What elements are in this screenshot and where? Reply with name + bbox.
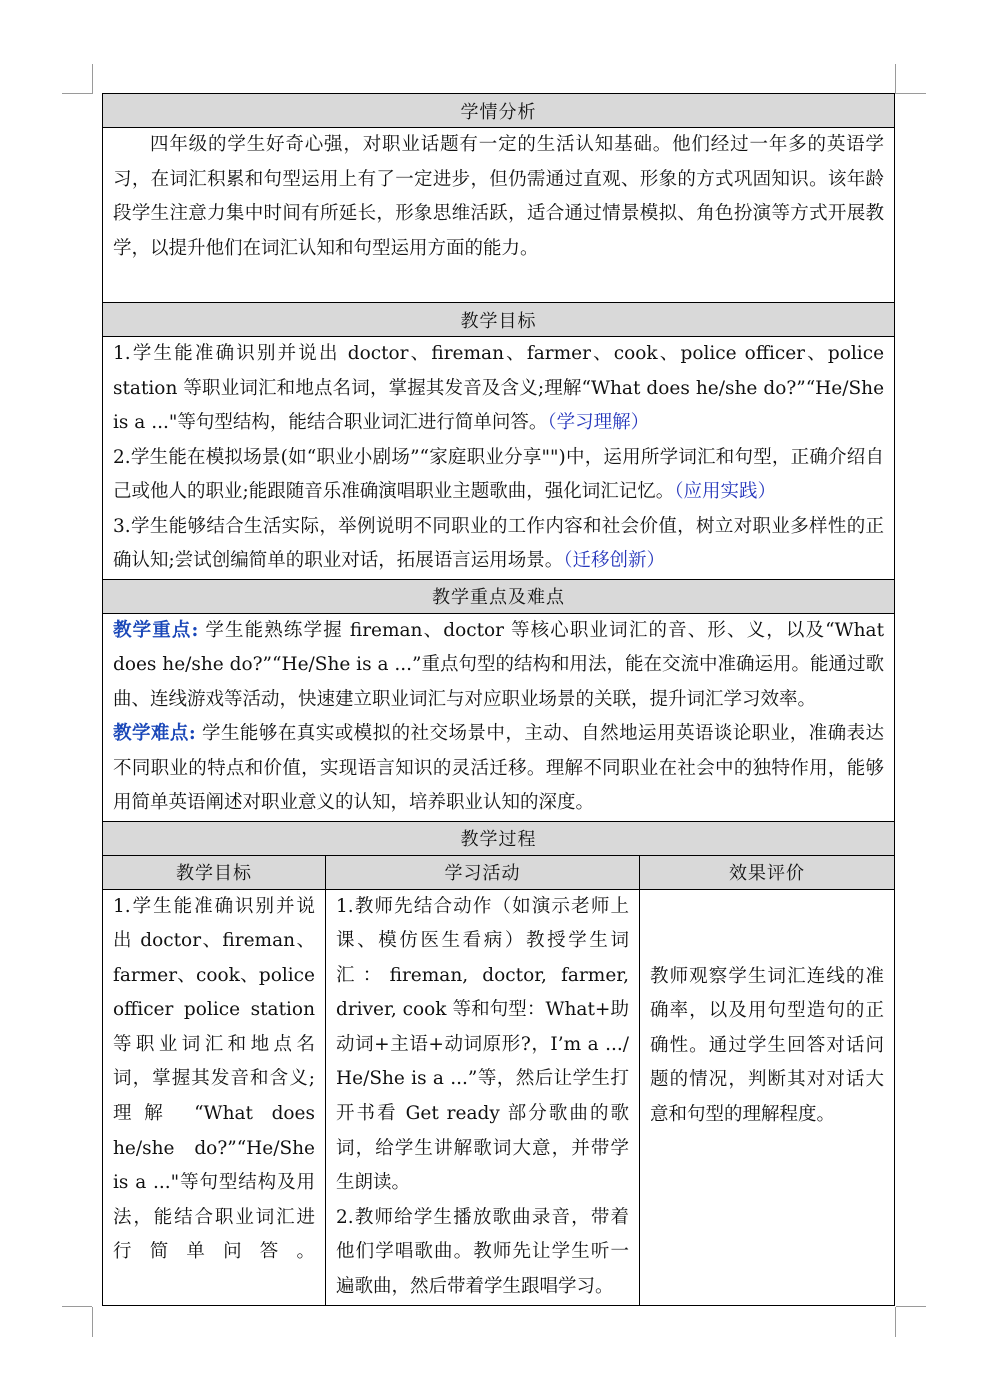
process-column-headers <box>103 855 895 889</box>
process-activity-1: 1.教师先结合动作（如演示老师上课、模仿医生看病）教授学生词汇：fireman, doctor, farmer, driver, cook 等和句型：What+助动词+主语+动词原形?，I’m a .../ He/She is a ...”等，然后让学生打开书看 Get ready 部分歌曲的歌词，给学生讲解歌词大意，并带学生朗读。 <box>336 895 629 1194</box>
crop-mark <box>896 93 926 94</box>
objectives-header: 教学目标 <box>103 303 895 337</box>
analysis-text: 四年级的学生好奇心强，对职业话题有一定的生活认知基础。他们经过一年多的英语学习，在词汇积累和句型运用上有了一定进步，但仍需通过直观、形象的方式巩固知识。该年龄段学生注意力集中时间有所延长，形象思维活跃，适合通过情景模拟、角色扮演等方式开展教学，以提升他们在词汇认知和句型运用方面的能力。 <box>113 134 885 259</box>
lesson-plan-table <box>102 93 895 1306</box>
objectives-row <box>103 337 895 580</box>
difficulty-paragraph <box>113 717 884 821</box>
objective-tag: （应用实践） <box>674 481 777 502</box>
analysis-header: 学情分析 <box>103 94 895 128</box>
keypoints-header-row <box>103 579 895 613</box>
objective-text: 2.学生能在模拟场景(如“职业小剧场”“家庭职业分享"")中，运用所学词汇和句型，正确介绍自己或他人的职业;能跟随音乐准确演唱职业主题歌曲，强化词汇记忆。 <box>113 446 885 502</box>
keypoints-header: 教学重点及难点 <box>103 579 895 613</box>
process-header-row <box>103 821 895 855</box>
crop-mark <box>895 1307 896 1337</box>
objective-item <box>113 441 884 510</box>
process-goal-cell <box>103 889 326 1305</box>
difficulty-label: 教学难点: <box>113 723 196 744</box>
focus-text: 学生能熟练学握 fireman、doctor 等核心职业词汇的音、形、义，以及“What does he/she do?”“He/She is a ...”重点句型的结构和用法，能在交流中准确运用。能通过歌曲、连线游戏等活动，快速建立职业词汇与对应职业场景的关联，提升词汇学习效率。 <box>113 619 885 710</box>
objective-text: 3.学生能够结合生活实际，举例说明不同职业的工作内容和社会价值，树立对职业多样性的正确认知;尝试创编简单的职业对话，拓展语言运用场景。 <box>113 515 885 571</box>
crop-mark <box>92 64 93 94</box>
analysis-row <box>103 128 895 303</box>
crop-mark <box>62 93 92 94</box>
crop-mark <box>92 1307 93 1337</box>
keypoints-row <box>103 613 895 821</box>
crop-mark <box>895 64 896 94</box>
objective-text: 1.学生能准确识别并说出 doctor、fireman、farmer、cook、police officer、police station 等职业词汇和地点名词，掌握其发音及含义;理解“What does he/she do?”“He/She is a ..."等句型结构，能结合职业词汇进行简单问答。 <box>113 343 885 433</box>
objective-item <box>113 510 884 579</box>
objectives-header-row <box>103 303 895 337</box>
objective-tag: （迁移创新） <box>563 550 666 571</box>
objectives-cell <box>103 337 895 580</box>
column-header-evaluation: 效果评价 <box>640 855 895 889</box>
focus-paragraph <box>113 614 884 718</box>
column-header-activity: 学习活动 <box>326 855 640 889</box>
column-header-goal: 教学目标 <box>103 855 326 889</box>
process-header: 教学过程 <box>103 821 895 855</box>
analysis-cell <box>103 128 895 303</box>
process-evaluation-text: 教师观察学生词汇连线的准确率，以及用句型造句的正确性。通过学生回答对话问题的情况，判断其对对话大意和句型的理解程度。 <box>650 965 885 1125</box>
process-row <box>103 889 895 1305</box>
objective-item <box>113 337 884 441</box>
objective-tag: （学习理解） <box>547 412 650 433</box>
process-activity-2: 2.教师给学生播放歌曲录音，带着他们学唱歌曲。教师先让学生听一遍歌曲，然后带着学生跟唱学习。 <box>336 1206 629 1298</box>
crop-mark <box>896 1306 926 1307</box>
focus-label: 教学重点: <box>113 619 199 641</box>
analysis-header-row <box>103 94 895 128</box>
crop-mark <box>62 1306 92 1307</box>
process-activity-cell <box>326 889 640 1305</box>
keypoints-cell <box>103 613 895 821</box>
process-goal-text: 1.学生能准确识别并说出 doctor、fireman、farmer、cook、police officer police station 等职业词汇和地点名词，掌握其发音和含义;理解 “What does he/she do?”“He/She is a ..."等句型结构及用法，能结合职业词汇进行简单问答。 <box>113 895 315 1263</box>
process-evaluation-cell <box>640 889 895 1305</box>
difficulty-text: 学生能够在真实或模拟的社交场景中，主动、自然地运用英语谈论职业，准确表达不同职业的特点和价值，实现语言知识的灵活迁移。理解不同职业在社会中的独特作用，能够用简单英语阐述对职业意义的认知，培养职业认知的深度。 <box>113 723 885 813</box>
